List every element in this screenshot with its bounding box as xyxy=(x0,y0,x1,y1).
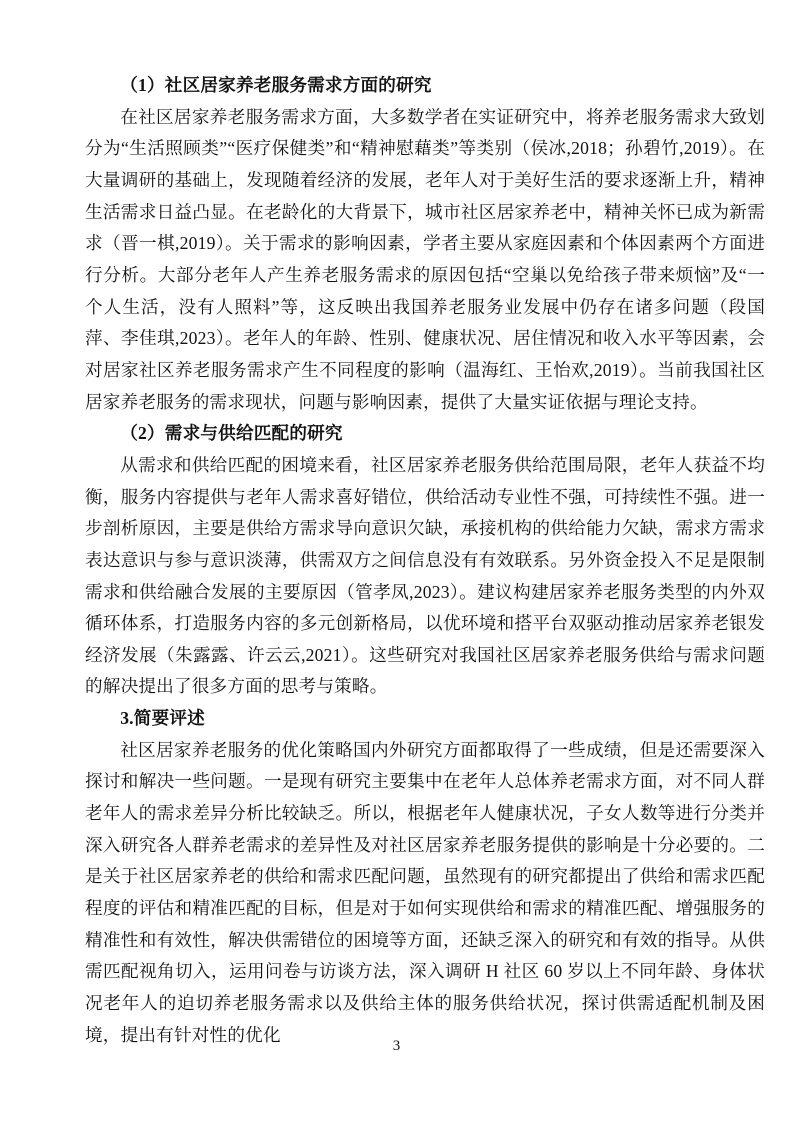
paragraph-brief-review: 社区居家养老服务的优化策略国内外研究方面都取得了一些成绩，但是还需要深入探讨和解决一些问题。一是现有研究主要集中在老年人总体养老需求方面，对不同人群老年人的需求差异分析比较缺乏。所以，根据老年人健康状况，子女人数等进行分类并深入研究各人群养老需求的差异性及对社区居家养老服务提供的影响是十分必要的。二是关于社区居家养老的供给和需求匹配问题，虽然现有的研究都提出了供给和需求匹配程度的评估和精准匹配的目标，但是对于如何实现供给和需求的精准匹配、增强服务的精准性和有效性，解决供需错位的困境等方面，还缺乏深入的研究和有效的指导。从供需匹配视角切入，运用问卷与访谈方法，深入调研 H 社区 60 岁以上不同年龄、身体状况老年人的迫切养老服务需求以及供给主体的服务供给状况，探讨供需适配机制及困境，提出有针对性的优化 xyxy=(85,739,765,1045)
heading-supply-demand-matching: （2）需求与供给匹配的研究 xyxy=(120,423,343,444)
document-body xyxy=(85,70,765,1051)
paragraph-supply-demand-matching: 从需求和供给匹配的困境来看，社区居家养老服务供给范围局限，老年人获益不均衡，服务内容提供与老年人需求喜好错位，供给活动专业性不强，可持续性不强。进一步剖析原因，主要是供给方需求导向意识欠缺，承接机构的供给能力欠缺，需求方需求表达意识与参与意识淡薄，供需双方之间信息没有有效联系。另外资金投入不足是限制需求和供给融合发展的主要原因（管孝凤,2023）。建议构建居家养老服务类型的内外双循环体系，打造服务内容的多元创新格局，以优环境和搭平台双驱动推动居家养老银发经济发展（朱露露、许云云,2021）。这些研究对我国社区居家养老服务供给与需求问题的解决提出了很多方面的思考与策略。 xyxy=(85,454,765,697)
page-number: 3 xyxy=(392,1038,401,1054)
heading-brief-review: 3.简要评述 xyxy=(120,708,205,729)
heading-needs-research: （1）社区居家养老服务需求方面的研究 xyxy=(120,75,432,95)
paragraph-needs-research: 在社区居家养老服务需求方面，大多数学者在实证研究中，将养老服务需求大致划分为“生活照顾类”“医疗保健类”和“精神慰藉类”等类别（侯冰,2018；孙碧竹,2019）。在大量调研的基础上，发现随着经济的发展，老年人对于美好生活的要求逐渐上升，精神生活需求日益凸显。在老龄化的大背景下，城市社区居家养老中，精神关怀已成为新需求（晋一棋,2019）。关于需求的影响因素，学者主要从家庭因素和个体因素两个方面进行分析。大部分老年人产生养老服务需求的原因包括“空巢以免给孩子带来烦恼”及“一个人生活，没有人照料”等，这反映出我国养老服务业发展中仍存在诸多问题（段国萍、李佳琪,2023）。老年人的年龄、性别、健康状况、居住情况和收入水平等因素，会对居家社区养老服务需求产生不同程度的影响（温海红、王怡欢,2019）。当前我国社区居家养老服务的需求现状，问题与影响因素，提供了大量实证依据与理论支持。 xyxy=(85,106,765,412)
